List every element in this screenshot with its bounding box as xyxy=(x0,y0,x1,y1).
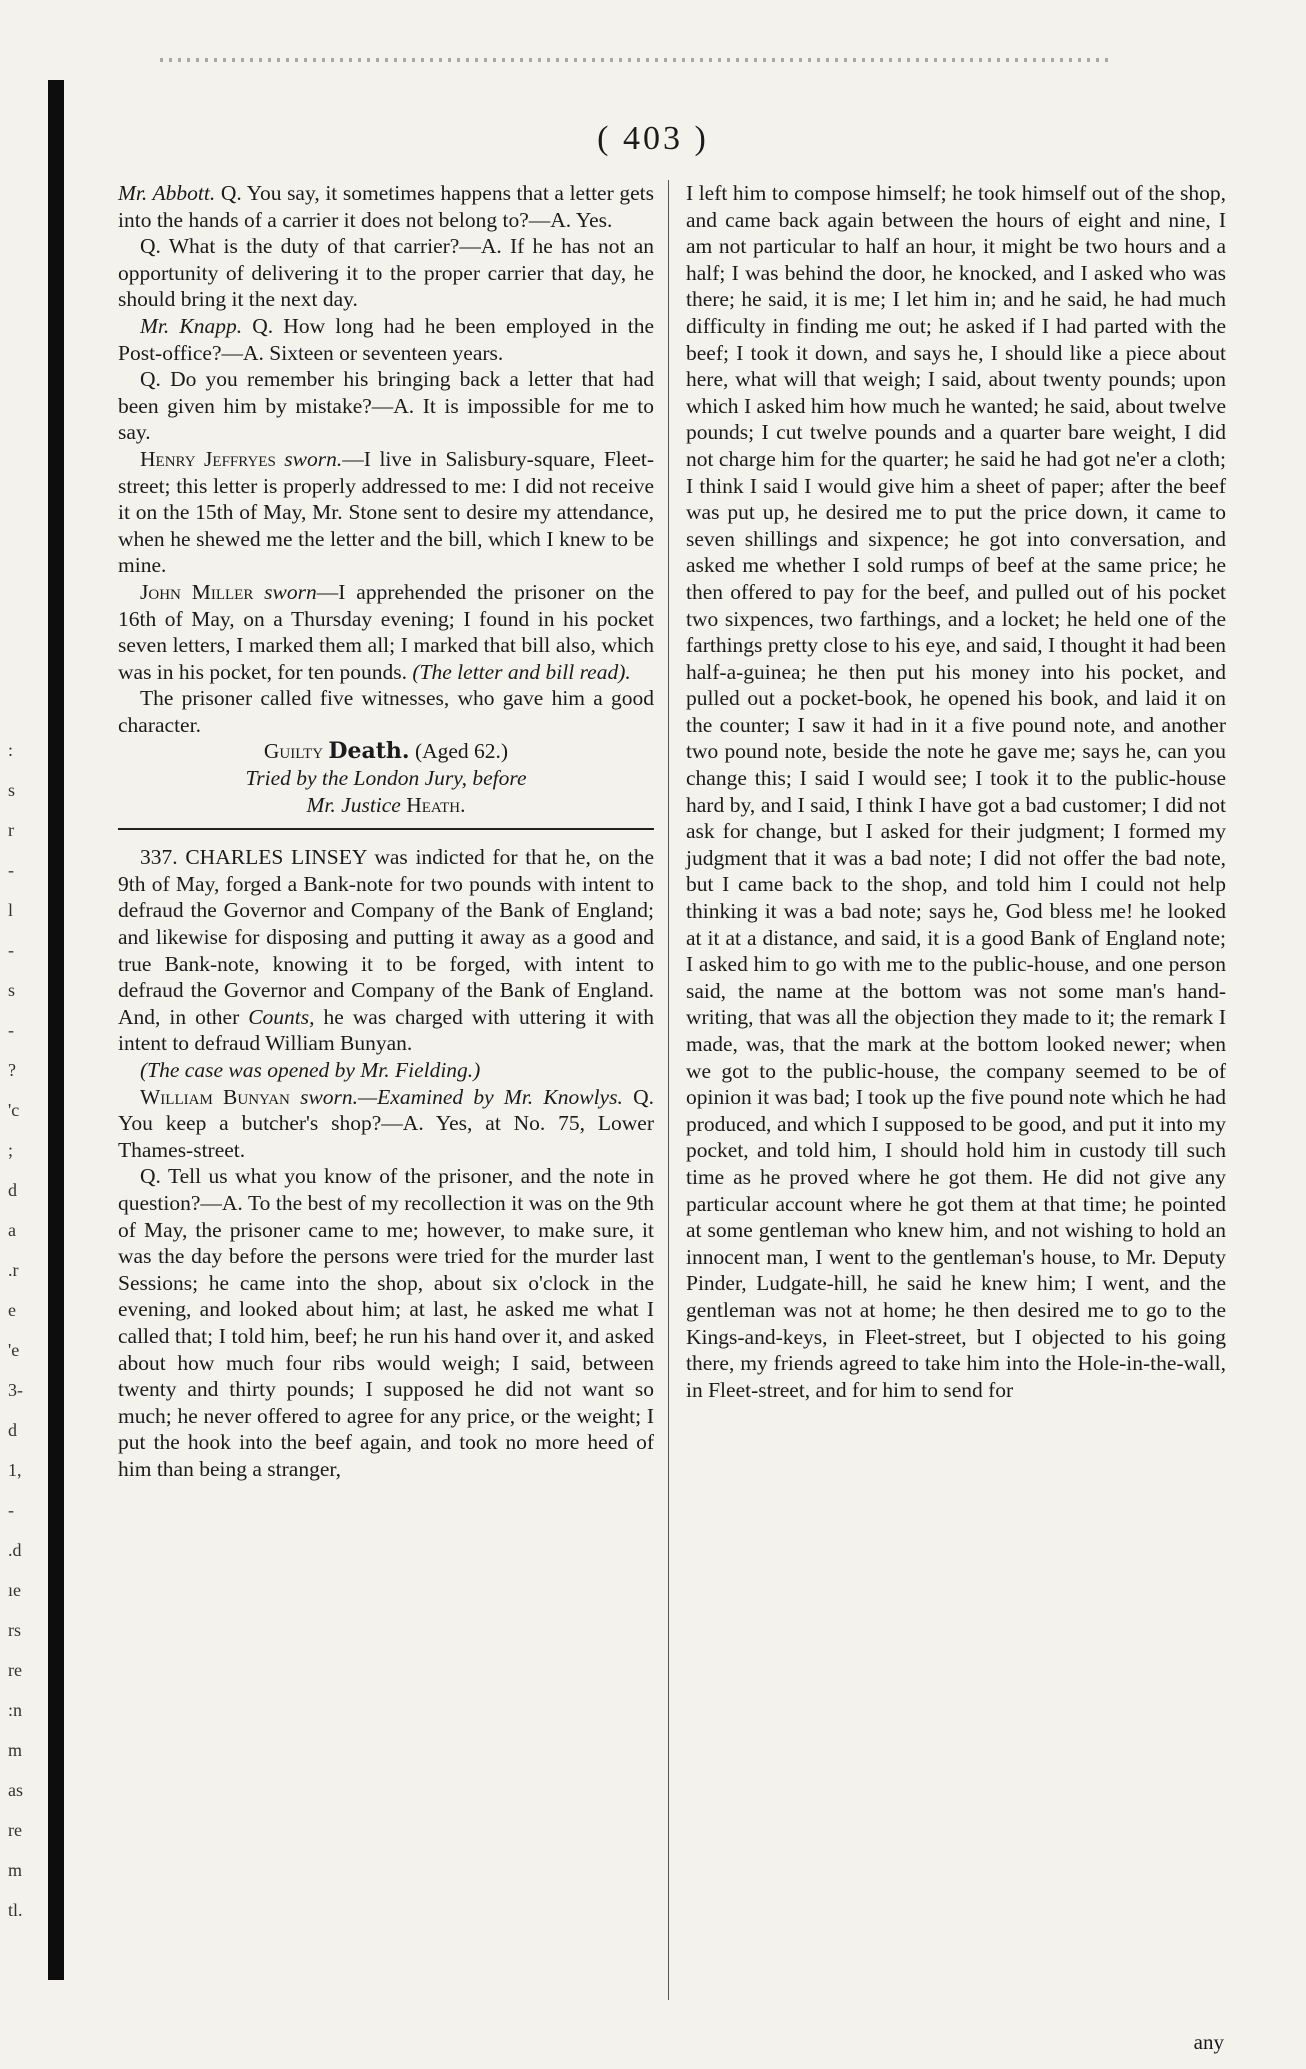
bleed-glyph: m xyxy=(8,1860,23,1880)
bleed-glyph: 'c xyxy=(8,1100,20,1120)
left-column xyxy=(118,180,654,1483)
bleed-glyph: as xyxy=(8,1780,23,1800)
paragraph xyxy=(118,446,654,579)
speaker: Mr. Abbott. xyxy=(118,181,216,205)
paragraph-text: Q. How long had he been employed in the Post-office?—A. Sixteen or seventeen years. xyxy=(118,313,654,365)
margin-bleed xyxy=(0,0,40,2069)
bleed-glyph: - xyxy=(8,1500,14,1520)
paragraph xyxy=(118,180,654,233)
bleed-glyph: - xyxy=(8,1020,14,1040)
bleed-glyph: : xyxy=(8,740,14,760)
bleed-glyph: r xyxy=(8,820,14,840)
counts-label: Counts, xyxy=(248,1004,315,1029)
witness-name: Henry Jeffryes xyxy=(140,446,276,471)
verdict-age: (Aged 62.) xyxy=(409,739,509,764)
bleed-glyph: .d xyxy=(8,1540,22,1560)
bleed-glyph: d xyxy=(8,1180,17,1200)
page-number: ( 403 ) xyxy=(597,120,709,157)
bleed-glyph: d xyxy=(8,1420,17,1440)
note: (The letter and bill read). xyxy=(412,659,631,684)
bleed-glyph: a xyxy=(8,1220,16,1240)
bleed-glyph: l xyxy=(8,900,14,920)
paragraph: Q. Do you remember his bringing back a letter that had been given him by mistake?—A. It is impossible for me to say. xyxy=(118,367,654,445)
verdict-guilty: Guilty xyxy=(263,739,324,764)
paragraph-text: Q. You say, it sometimes happens that a letter gets into the hands of a carrier it does not belong to?—A. Yes. xyxy=(118,181,654,232)
bleed-glyph: ? xyxy=(8,1060,16,1080)
sworn-label: sworn.—Examined by Mr. Knowlys. xyxy=(289,1084,623,1109)
paragraph: Q. What is the duty of that carrier?—A. If he has not an opportunity of delivering it to the proper carrier that day, he should bring it the next day. xyxy=(118,234,654,312)
bleed-glyph: rs xyxy=(8,1620,21,1640)
bleed-glyph: tl. xyxy=(8,1900,23,1920)
bleed-glyph: .r xyxy=(8,1260,19,1280)
catchword: any xyxy=(1193,2030,1224,2054)
bleed-glyph: 'e xyxy=(8,1340,20,1360)
paragraph-text: —I apprehended the prisoner on the 16th of May, on a Thursday evening; I found in his pocket seven letters, I marked them all; I marked that bill also, which was in his pocket, for ten pounds. xyxy=(118,579,654,684)
scan-noise xyxy=(160,58,1110,62)
case-paragraph xyxy=(118,844,654,1057)
bleed-glyph: - xyxy=(8,860,14,880)
verdict-death: Death. xyxy=(328,738,410,765)
paragraph xyxy=(118,1084,654,1164)
bleed-glyph: s xyxy=(8,980,16,1000)
opened-note: (The case was opened by Mr. Fielding.) xyxy=(140,1058,481,1082)
bleed-glyph: re xyxy=(8,1660,22,1680)
paragraph-text: —I live in Salisbury-square, Fleet-street; this letter is properly addressed to me: I did not receive it on the 15th of May, Mr. Stone sent to desire my attendance, when he shewed me the letter and the bill, which I knew to be mine. xyxy=(118,446,654,578)
witness-name: William Bunyan xyxy=(140,1084,290,1109)
bleed-glyph: ; xyxy=(8,1140,14,1160)
bleed-glyph: m xyxy=(8,1740,23,1760)
paragraph: The prisoner called five witnesses, who gave him a good character. xyxy=(118,686,654,737)
bleed-glyph: s xyxy=(8,780,16,800)
judge-prefix: Mr. Justice xyxy=(306,792,407,817)
paragraph-text: Q. You keep a butcher's shop?—A. Yes, at No. 75, Lower Thames-street. xyxy=(118,1084,654,1162)
binding-shadow xyxy=(48,80,64,1980)
verdict xyxy=(118,738,654,765)
bleed-glyph: 3- xyxy=(8,1380,23,1400)
paragraph-text: 337. CHARLES LINSEY was indicted for that he, on the 9th of May, forged a Bank-note for two pounds with intent to defraud the Governor and Company of the Bank of England; and likewise for disposing and putting it away as a good and true Bank-note, knowing it to be forged, with intent to defraud the Governor and Company of the Bank of England. And, in other xyxy=(118,845,654,1029)
sworn-label: sworn xyxy=(253,579,317,604)
paragraph: Q. Tell us what you know of the prisoner, and the note in question?—A. To the best of my recollection it was on the 9th of May, the prisoner came to me; however, to make sure, it was the day before the persons were tried for the murder last Sessions; he came into the shop, about six o'clock in the evening, and looked about him; at last, he asked me what I called that; I told him, beef; he run his hand over it, and asked about how much four ribs would weigh; I said, between twenty and thirty pounds; I supposed he did not want so much; he never offered to agree for any price, or the weight; I put the hook into the beef again, and took no more heed of him than being a stranger, xyxy=(118,1164,654,1481)
tried-by: Tried by the London Jury, before xyxy=(245,766,527,791)
bleed-glyph: re xyxy=(8,1820,22,1840)
speaker: Mr. Knapp. xyxy=(140,313,243,338)
judge xyxy=(118,792,654,819)
column-divider xyxy=(668,180,669,2000)
paragraph-text: he was charged with uttering it with intent to defraud William Bunyan. xyxy=(118,1004,654,1056)
witness-name: John Miller xyxy=(140,579,254,604)
bleed-glyph: - xyxy=(8,940,14,960)
right-column xyxy=(686,180,1226,1403)
sworn-label: sworn. xyxy=(275,446,343,471)
paragraph xyxy=(118,579,654,685)
bleed-glyph: ıe xyxy=(8,1580,21,1600)
bleed-glyph: 1, xyxy=(8,1460,22,1480)
judge-name: Heath. xyxy=(406,792,466,817)
bleed-glyph: e xyxy=(8,1300,16,1320)
paragraph: I left him to compose himself; he took himself out of the shop, and came back again between the hours of eight and nine, I am not particular to half an hour, it might be two hours and a half; I was behind the door, he knocked, and I asked who was there; he said, it is me; I let him in; and he said, he had much difficulty in finding me out; he asked if I had parted with the beef; I took it down, and says he, I should like a piece about here, what will that weigh; I said, about twenty pounds; upon which I asked him how much he wanted; he said, about twelve pounds; I cut twelve pounds and a quarter bare weight, I did not charge him for the quarter; he said he had got ne'er a cloth; I think I said I would give him a sheet of paper; after the beef was put up, he desired me to put the price down, it came to seven shillings and sixpence; he got into conversation, and asked me whether I sold rumps of beef at the same price; he then offered to pay for the beef, and pulled out of his pocket two sixpences, two farthings, and a locket; he held one of the farthings pretty close to his eye, and said, I thought it had been half-a-guinea; he then put his money into his pocket, and pulled out a pocket-book, he opened his book, and laid it on the counter; I saw it had in it a five pound note, and another two pound note, beside the note he gave me; says he, can you change this; I said I would see; I took it to the public-house hard by, and I said, I think I have got a bad customer; I did not ask for change, but I asked for their judgment; I formed my judgment that it was a bad note; I did not offer the bad note, but I came back to the shop, and told him I could not help thinking it was a bad note; says he, God bless me! he looked at it at a distance, and said, it is a good Bank of England note; I asked him to go with me to the public-house, and one person said, the name at the bottom was not some man's hand-writing, that was all the objection they made to it; the remark I made, was, that the mark at the bottom looked newer; when we got to the public-house, the company seemed to be of opinion it was bad; I took up the five pound note which he had produced, and which I supposed to be good, and put it into my pocket, and told him, I should hold him in custody till such time as he proved where he got them. He did not give any particular account where he got them at that time; he pointed at some gentleman who knew him, and not wishing to hold an innocent man, I went to the gentleman's house, to Mr. Deputy Pinder, Ludgate-hill, he said he knew him; I went, and the gentleman was not at home; he then desired me to go to the Kings-and-keys, in Fleet-street, but I objected to his going there, my friends agreed to take him into the Hole-in-the-wall, in Fleet-street, and for him to send for xyxy=(686,181,1226,1402)
section-rule xyxy=(118,828,654,830)
paragraph xyxy=(118,313,654,366)
bleed-glyph: :n xyxy=(8,1700,23,1720)
case-opened xyxy=(118,1057,654,1084)
